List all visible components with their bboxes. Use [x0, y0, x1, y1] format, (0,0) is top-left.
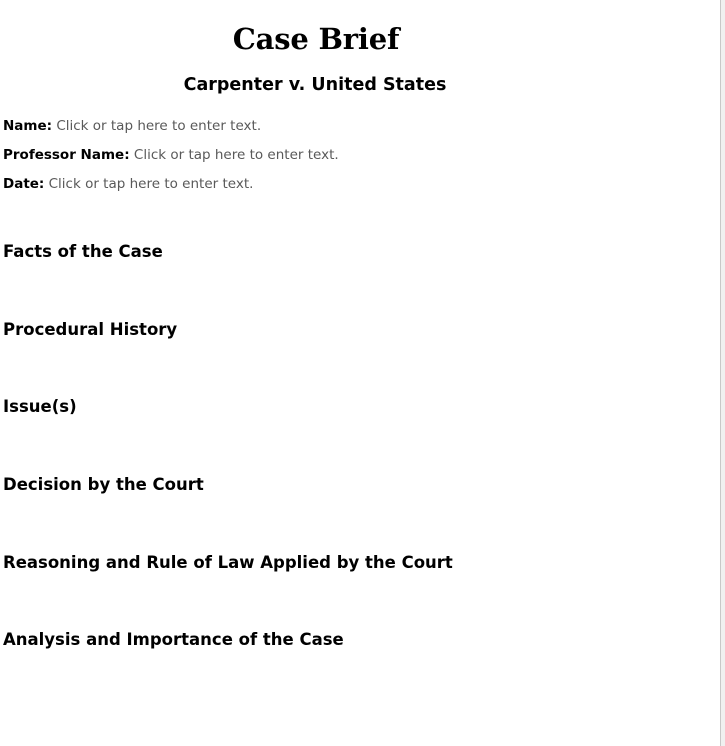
- date-content-control[interactable]: Click or tap here to enter text.: [48, 176, 254, 192]
- heading-decision-by-the-court: Decision by the Court: [3, 475, 204, 494]
- professor-name-content-control[interactable]: Click or tap here to enter text.: [133, 147, 339, 163]
- professor-name-field: [3, 147, 339, 163]
- date-field: [3, 176, 253, 192]
- heading-facts-of-the-case: Facts of the Case: [3, 242, 163, 261]
- page-edge-shadow: [721, 0, 725, 746]
- name-field: [3, 118, 261, 134]
- professor-name-field-label: Professor Name:: [3, 147, 130, 163]
- heading-issues: Issue(s): [3, 397, 77, 416]
- heading-procedural-history: Procedural History: [3, 320, 178, 339]
- document-title: Case Brief: [232, 22, 400, 56]
- name-field-label: Name:: [3, 118, 53, 134]
- heading-analysis-and-importance: Analysis and Importance of the Case: [3, 630, 344, 649]
- heading-reasoning-and-rule-of-law: Reasoning and Rule of Law Applied by the Court: [3, 553, 453, 572]
- document-subtitle: Carpenter v. United States: [183, 75, 447, 95]
- date-field-label: Date:: [3, 176, 45, 192]
- name-content-control[interactable]: Click or tap here to enter text.: [56, 118, 262, 134]
